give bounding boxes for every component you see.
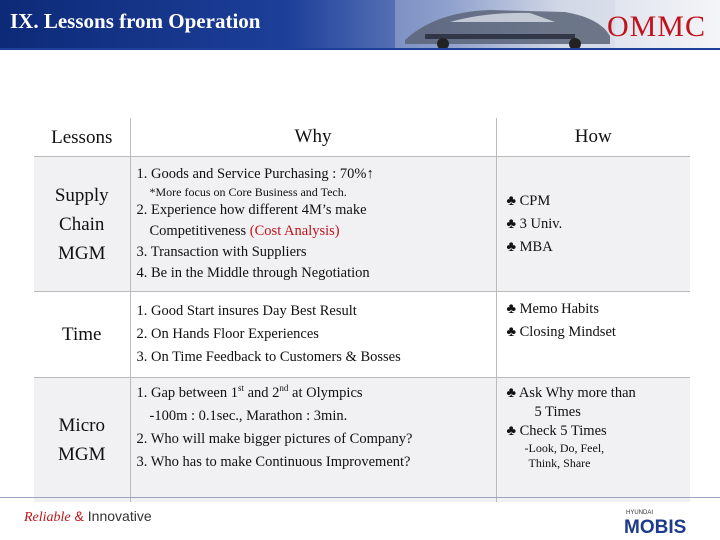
how-cell [496,292,690,378]
why-text: at Olympics [288,385,363,401]
footer-divider [0,497,720,498]
how-note: -Look, Do, Feel, [524,441,605,455]
why-note: *More focus on Core Business and Tech. [149,185,347,199]
why-line: 1. Goods and Service Purchasing : 70%↑ [136,166,374,182]
how-line: ♣ Ask Why more than [506,385,636,401]
how-cell [496,157,690,292]
lesson-line: MGM [57,444,106,465]
how-line: ♣ MBA [506,238,553,255]
brand-text: OMMC [606,10,706,43]
why-line: 3. Who has to make Continuous Improvement? [136,454,411,470]
lesson-line: MGM [57,242,106,264]
table-row [34,157,690,292]
how-line: ♣ Check 5 Times [506,423,607,439]
why-line: -100m : 0.1sec., Marathon : 3min. [149,408,348,424]
slogan-ampersand: & [74,508,84,524]
column-header-how: How [496,118,690,157]
lesson-cell [34,378,130,503]
how-line: ♣ 3 Univ. [506,215,563,232]
why-line: 2. On Hands Floor Experiences [136,326,319,342]
why-line: 3. On Time Feedback to Customers & Bosses [136,349,401,365]
why-text: 1. Gap between 1 [136,385,238,401]
why-text: and 2 [243,385,280,401]
why-cell [130,292,496,378]
header-bar [0,0,720,48]
how-note: Think, Share [528,456,591,470]
mobis-logo [618,506,712,538]
why-cell [130,378,496,503]
superscript: nd [279,383,289,394]
why-text: Competitiveness [149,223,250,239]
how-line: 5 Times [534,404,581,420]
how-line: ♣ Memo Habits [506,301,599,317]
lesson-line: Chain [59,213,105,235]
why-line [137,221,496,242]
why-line [137,382,496,405]
slogan [24,508,152,526]
why-line: 2. Experience how different 4M’s make [136,202,367,218]
why-line: 3. Transaction with Suppliers [136,244,307,260]
lesson-line: Micro [58,415,105,436]
car-photo [395,0,615,48]
lesson-line: Supply [54,184,109,206]
logo-small-text: HYUNDAI [626,510,654,516]
slogan-reliable: Reliable [24,510,71,525]
how-line: ♣ CPM [506,192,551,209]
why-cell [130,157,496,292]
logo-text: MOBIS [624,517,687,538]
table-row [34,292,690,378]
slide-title: IX. Lessons from Operation [10,9,261,33]
how-cell [496,378,690,503]
superscript: st [237,383,244,394]
why-line: 4. Be in the Middle through Negotiation [136,265,370,281]
column-header-lessons: Lessons [34,118,130,157]
slogan-innovative: Innovative [87,508,152,524]
table-header-row [34,118,690,157]
why-line: 1. Good Start insures Day Best Result [136,303,357,319]
column-header-why: Why [130,118,496,157]
how-line: ♣ Closing Mindset [506,324,616,340]
why-line: 2. Who will make bigger pictures of Company? [136,431,413,447]
table-row [34,378,690,503]
lessons-table [34,118,690,502]
lesson-line: Time [62,324,102,345]
why-highlight: (Cost Analysis) [249,223,340,239]
lesson-cell [34,292,130,378]
lesson-cell [34,157,130,292]
header-divider [0,48,720,50]
